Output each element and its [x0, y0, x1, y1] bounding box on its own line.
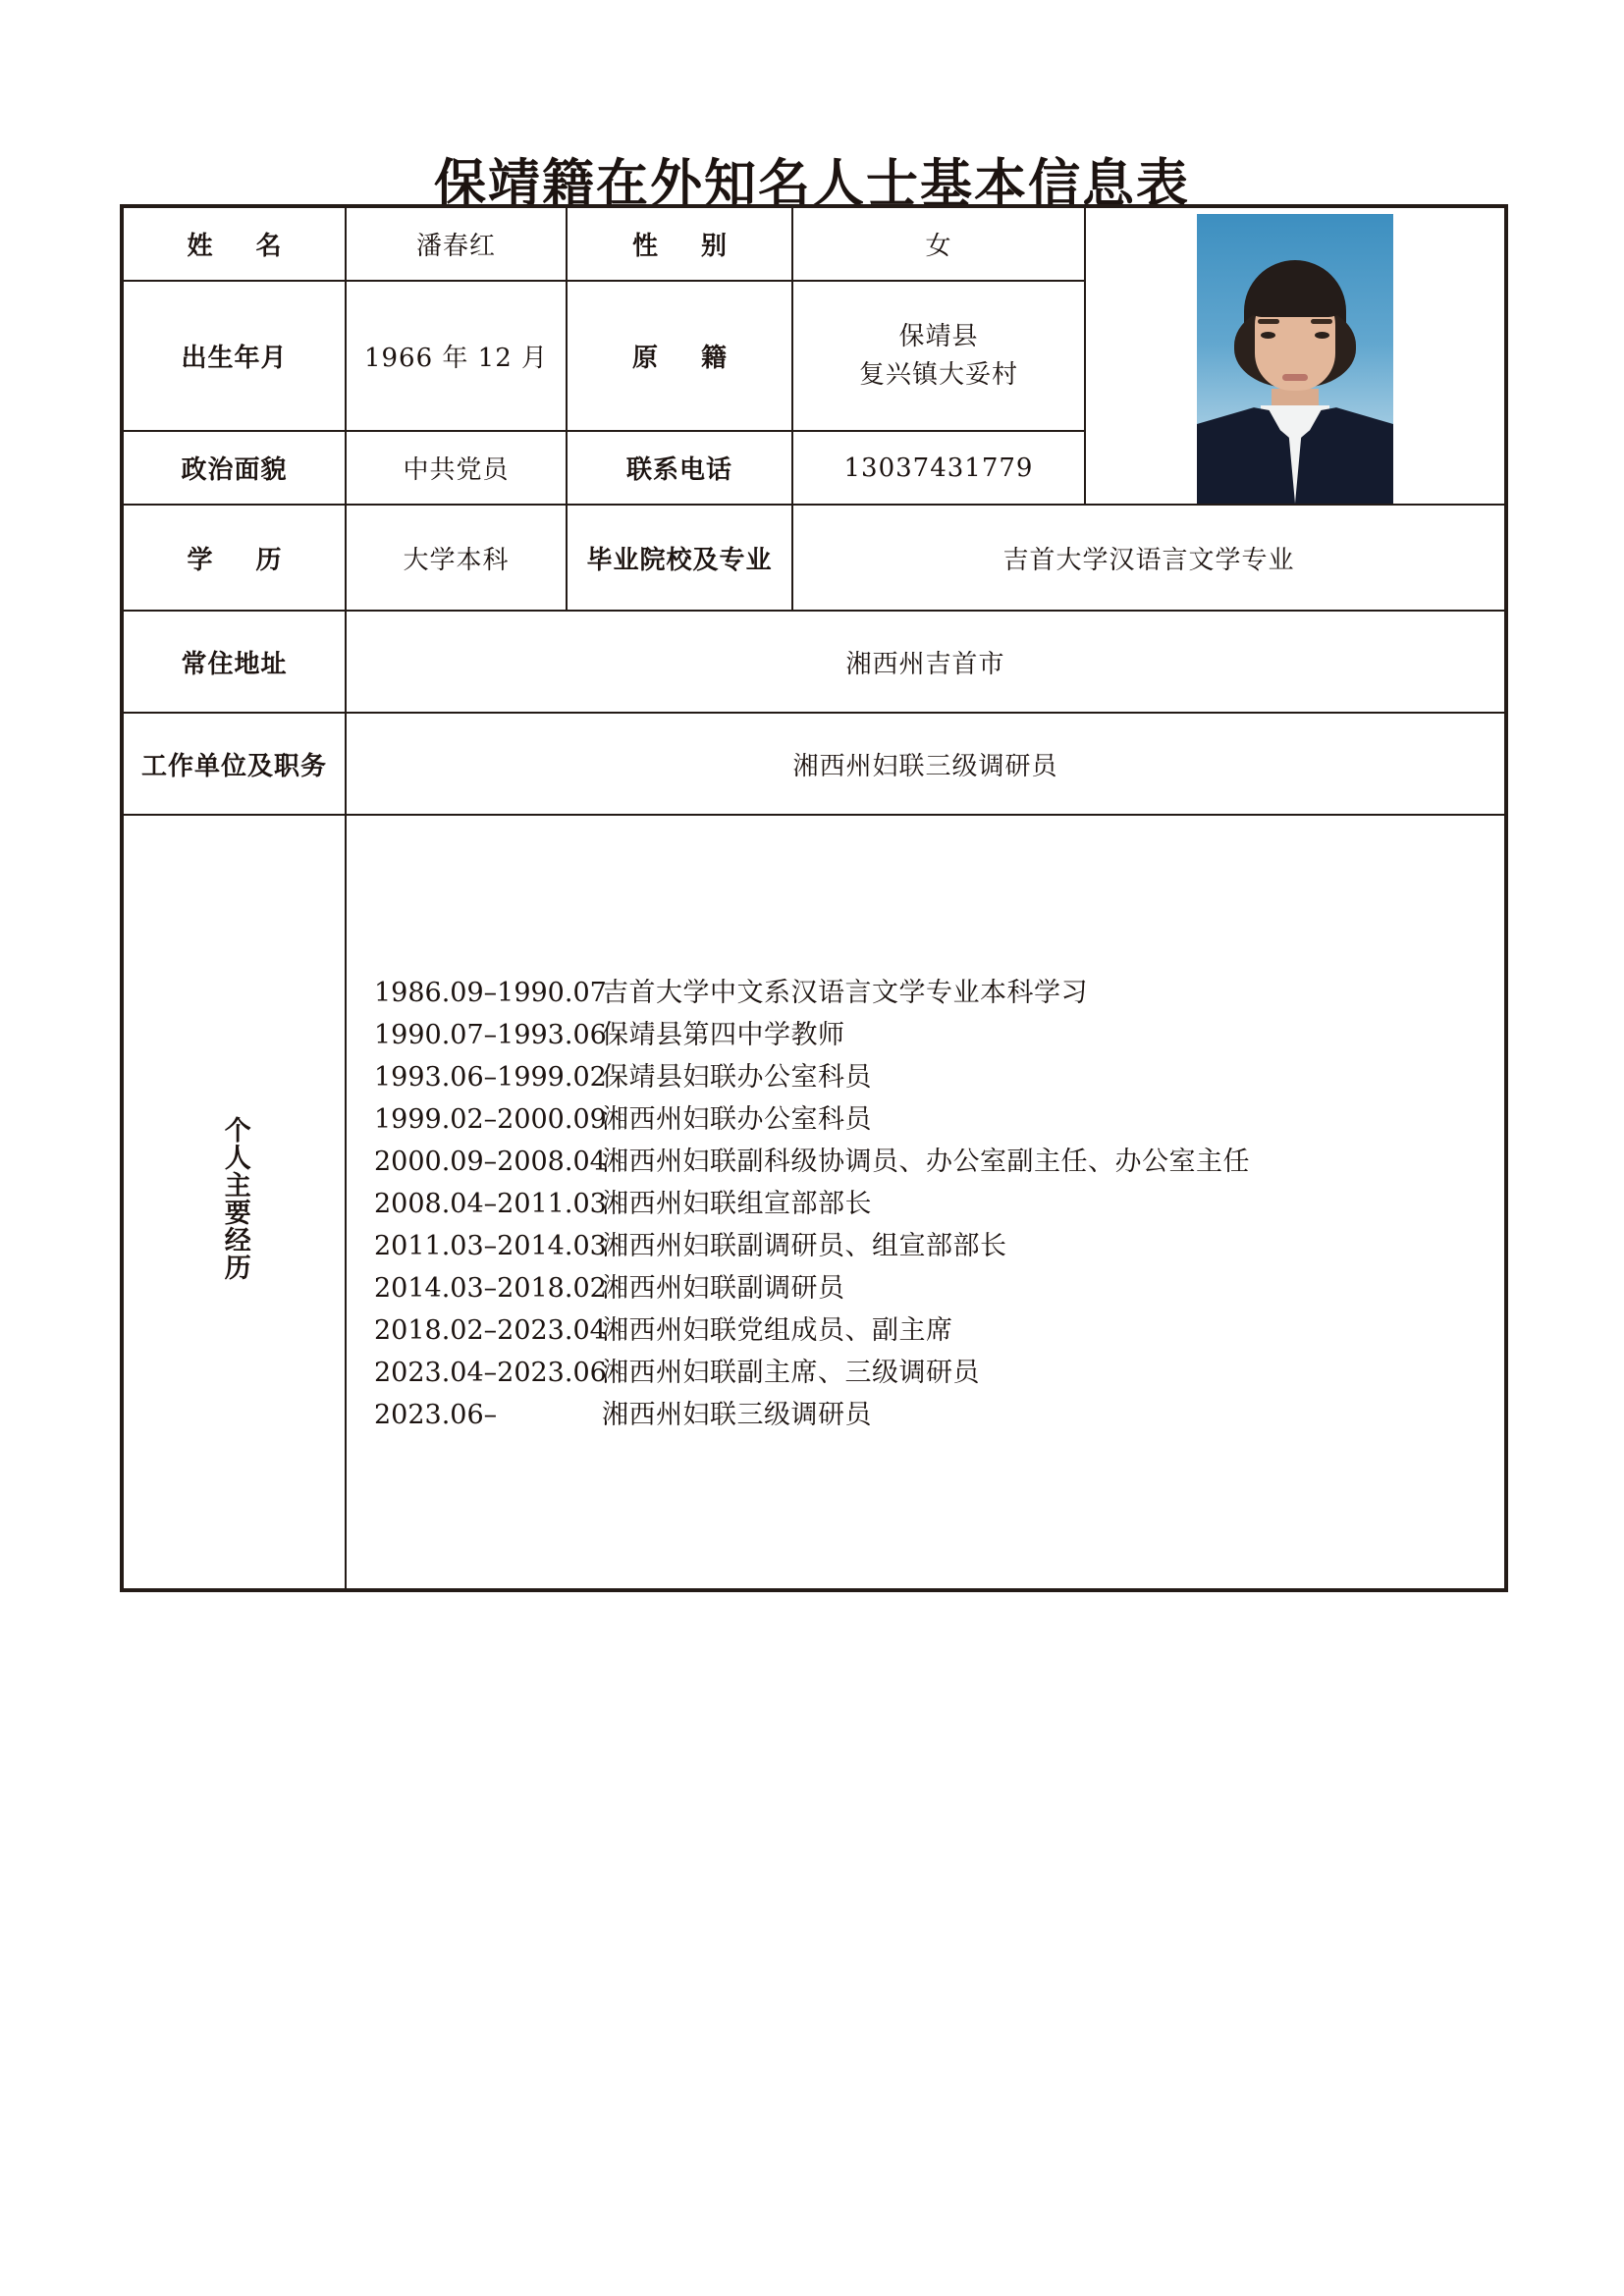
photo-mouth [1282, 374, 1308, 381]
experience-description: 湘西州妇联三级调研员 [602, 1400, 872, 1431]
label-native-place: 原 籍 [567, 281, 792, 431]
label-experience: 个人主要经历 [219, 1116, 250, 1281]
experience-description: 保靖县妇联办公室科员 [602, 1062, 872, 1094]
value-gender: 女 [792, 206, 1085, 281]
experience-description: 湘西州妇联副调研员、组宣部部长 [602, 1231, 1007, 1262]
experience-description: 湘西州妇联党组成员、副主席 [602, 1315, 953, 1347]
experience-period: 2000.09–2008.04 [374, 1147, 607, 1178]
photo-fringe [1246, 278, 1344, 317]
table-row-education [122, 505, 1506, 611]
experience-period: 2023.06– [374, 1400, 498, 1431]
experience-entry [374, 1353, 1475, 1393]
table-row-experience [122, 815, 1506, 1590]
id-photo [1197, 214, 1393, 504]
table-row-name [122, 206, 1506, 281]
experience-entry [374, 1015, 1475, 1055]
experience-description: 湘西州妇联副科级协调员、办公室副主任、办公室主任 [602, 1147, 1250, 1178]
experience-entry [374, 1184, 1475, 1224]
value-school-major: 吉首大学汉语言文学专业 [792, 505, 1506, 611]
table-row-work [122, 713, 1506, 815]
label-address: 常住地址 [122, 611, 346, 713]
person-info-table [120, 204, 1508, 1592]
experience-period: 2014.03–2018.02 [374, 1273, 607, 1305]
experience-period: 1993.06–1999.02 [374, 1062, 607, 1094]
label-experience-cell [122, 815, 346, 1590]
experience-period: 1999.02–2000.09 [374, 1104, 607, 1136]
experience-description: 湘西州妇联副主席、三级调研员 [602, 1358, 980, 1389]
experience-period: 1990.07–1993.06 [374, 1020, 607, 1051]
table-row-address [122, 611, 1506, 713]
experience-entry [374, 1099, 1475, 1140]
experience-period: 1986.09–1990.07 [374, 978, 607, 1008]
experience-period: 2011.03–2014.03 [374, 1231, 607, 1262]
label-phone: 联系电话 [567, 431, 792, 505]
value-name: 潘春红 [346, 206, 567, 281]
native-place-line-2: 复兴镇大妥村 [858, 359, 1018, 390]
value-political-status: 中共党员 [346, 431, 567, 505]
label-work-unit: 工作单位及职务 [122, 713, 346, 815]
value-education: 大学本科 [346, 505, 567, 611]
label-school-major: 毕业院校及专业 [567, 505, 792, 611]
page-title: 保靖籍在外知名人士基本信息表 [434, 153, 1190, 214]
experience-period: 2023.04–2023.06 [374, 1358, 607, 1389]
experience-entry [374, 1395, 1475, 1435]
value-native-place [792, 281, 1085, 431]
experience-description: 吉首大学中文系汉语言文学专业本科学习 [602, 978, 1088, 1008]
experience-list [347, 816, 1504, 1435]
photo-cell [1085, 206, 1506, 505]
experience-entry [374, 973, 1475, 1013]
experience-entry [374, 1142, 1475, 1182]
label-birth-date: 出生年月 [122, 281, 346, 431]
value-address: 湘西州吉首市 [346, 611, 1506, 713]
experience-period: 2018.02–2023.04 [374, 1315, 607, 1347]
label-education: 学 历 [122, 505, 346, 611]
value-birth-date: 1966 年 12 月 [346, 281, 567, 431]
experience-period: 2008.04–2011.03 [374, 1189, 607, 1220]
native-place-line-1: 保靖县 [898, 321, 979, 351]
experience-body [346, 815, 1506, 1590]
experience-description: 湘西州妇联办公室科员 [602, 1104, 872, 1136]
label-name: 姓 名 [122, 206, 346, 281]
experience-entry [374, 1310, 1475, 1351]
experience-entry [374, 1057, 1475, 1097]
photo-eye-left [1261, 332, 1275, 339]
photo-eyebrow-left [1258, 319, 1279, 324]
label-political-status: 政治面貌 [122, 431, 346, 505]
value-phone: 13037431779 [792, 431, 1085, 505]
label-gender: 性 别 [567, 206, 792, 281]
experience-description: 保靖县第四中学教师 [602, 1020, 845, 1051]
experience-description: 湘西州妇联副调研员 [602, 1273, 845, 1305]
photo-eyebrow-right [1311, 319, 1332, 324]
experience-entry [374, 1226, 1475, 1266]
experience-description: 湘西州妇联组宣部部长 [602, 1189, 872, 1220]
experience-entry [374, 1268, 1475, 1308]
value-work-unit: 湘西州妇联三级调研员 [346, 713, 1506, 815]
photo-eye-right [1315, 332, 1329, 339]
